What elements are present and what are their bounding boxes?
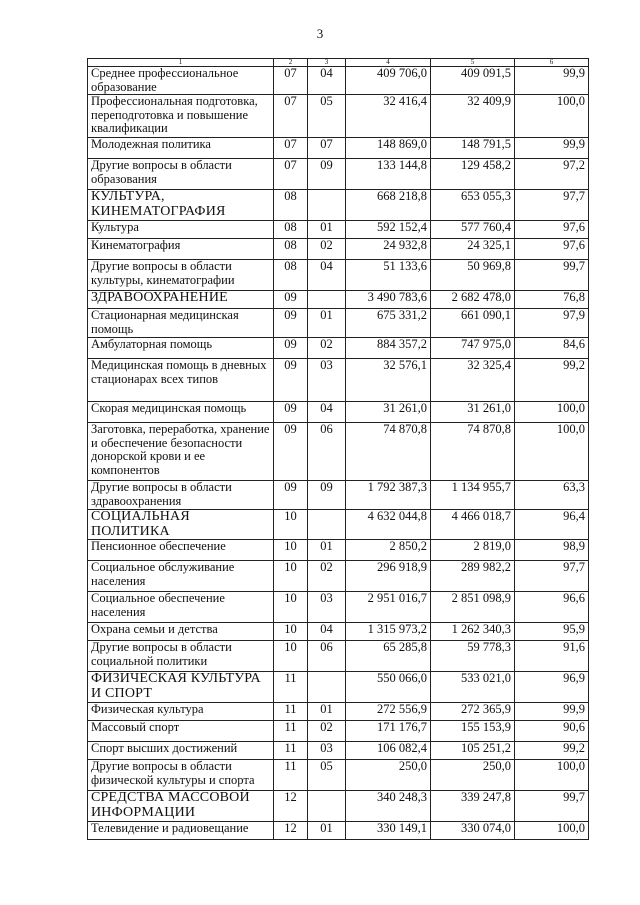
row-section-code: 10	[274, 540, 308, 561]
row-value-col4: 272 556,9	[346, 703, 431, 721]
column-number: 1	[88, 59, 274, 67]
row-value-col5: 24 325,1	[431, 239, 515, 260]
row-subsection-code	[308, 510, 346, 540]
row-value-col5: 409 091,5	[431, 67, 515, 95]
row-subsection-code: 04	[308, 67, 346, 95]
row-subsection-code	[308, 190, 346, 221]
page-number: 3	[316, 26, 324, 41]
row-value-col4: 1 792 387,3	[346, 481, 431, 510]
row-percent-col6: 96,6	[515, 592, 589, 623]
row-subsection-code: 03	[308, 592, 346, 623]
row-subsection-code: 01	[308, 221, 346, 239]
row-name: КУЛЬТУРА, КИНЕМАТОГРАФИЯ	[88, 190, 274, 221]
row-value-col4: 668 218,8	[346, 190, 431, 221]
row-subsection-code: 06	[308, 423, 346, 481]
row-name: Телевидение и радиовещание	[88, 822, 274, 840]
table-row	[88, 641, 589, 672]
row-subsection-code	[308, 291, 346, 309]
row-subsection-code: 06	[308, 641, 346, 672]
row-percent-col6: 97,6	[515, 239, 589, 260]
row-subsection-code: 04	[308, 623, 346, 641]
row-section-code: 10	[274, 561, 308, 592]
row-value-col5: 533 021,0	[431, 672, 515, 703]
row-value-col5: 289 982,2	[431, 561, 515, 592]
row-section-code: 09	[274, 338, 308, 359]
row-section-code: 09	[274, 402, 308, 423]
row-percent-col6: 84,6	[515, 338, 589, 359]
row-section-code: 08	[274, 260, 308, 291]
section-row	[88, 791, 589, 822]
row-name: Массовый спорт	[88, 721, 274, 742]
row-value-col5: 4 466 018,7	[431, 510, 515, 540]
row-value-col4: 2 850,2	[346, 540, 431, 561]
row-name: Культура	[88, 221, 274, 239]
table-row	[88, 338, 589, 359]
table-row	[88, 309, 589, 338]
row-subsection-code: 05	[308, 760, 346, 791]
row-value-col4: 409 706,0	[346, 67, 431, 95]
row-name: Кинематография	[88, 239, 274, 260]
row-value-col4: 3 490 783,6	[346, 291, 431, 309]
row-subsection-code: 01	[308, 822, 346, 840]
row-percent-col6: 99,7	[515, 791, 589, 822]
row-value-col4: 330 149,1	[346, 822, 431, 840]
row-name: СОЦИАЛЬНАЯ ПОЛИТИКА	[88, 510, 274, 540]
table-row	[88, 481, 589, 510]
row-value-col5: 661 090,1	[431, 309, 515, 338]
table-row	[88, 721, 589, 742]
row-section-code: 10	[274, 592, 308, 623]
row-subsection-code: 01	[308, 703, 346, 721]
row-name: Другие вопросы в области физической культуры и спорта	[88, 760, 274, 791]
row-section-code: 11	[274, 742, 308, 760]
row-name: Социальное обслуживание населения	[88, 561, 274, 592]
row-value-col4: 32 576,1	[346, 359, 431, 402]
row-percent-col6: 99,7	[515, 260, 589, 291]
table-row	[88, 359, 589, 402]
row-name: Социальное обеспечение населения	[88, 592, 274, 623]
row-value-col4: 24 932,8	[346, 239, 431, 260]
section-row	[88, 291, 589, 309]
row-value-col5: 32 325,4	[431, 359, 515, 402]
row-value-col4: 250,0	[346, 760, 431, 791]
row-value-col4: 884 357,2	[346, 338, 431, 359]
row-percent-col6: 97,9	[515, 309, 589, 338]
table-body	[88, 67, 589, 840]
row-value-col4: 31 261,0	[346, 402, 431, 423]
row-percent-col6: 95,9	[515, 623, 589, 641]
section-row	[88, 190, 589, 221]
row-value-col5: 32 409,9	[431, 95, 515, 138]
row-subsection-code: 09	[308, 481, 346, 510]
row-percent-col6: 97,2	[515, 159, 589, 190]
row-value-col5: 1 134 955,7	[431, 481, 515, 510]
table-row	[88, 260, 589, 291]
row-name: ЗДРАВООХРАНЕНИЕ	[88, 291, 274, 309]
row-name: Профессиональная подготовка, переподготовка и повышение квалификации	[88, 95, 274, 138]
table-row	[88, 138, 589, 159]
column-number: 5	[431, 59, 515, 67]
table-row	[88, 760, 589, 791]
row-percent-col6: 63,3	[515, 481, 589, 510]
row-section-code: 10	[274, 623, 308, 641]
row-value-col5: 747 975,0	[431, 338, 515, 359]
row-subsection-code: 04	[308, 260, 346, 291]
row-section-code: 07	[274, 67, 308, 95]
row-subsection-code: 03	[308, 742, 346, 760]
row-value-col4: 32 416,4	[346, 95, 431, 138]
section-row	[88, 672, 589, 703]
row-subsection-code: 04	[308, 402, 346, 423]
row-value-col5: 129 458,2	[431, 159, 515, 190]
row-name: Другие вопросы в области здравоохранения	[88, 481, 274, 510]
row-value-col5: 330 074,0	[431, 822, 515, 840]
table-row	[88, 423, 589, 481]
row-percent-col6: 97,7	[515, 190, 589, 221]
table-row	[88, 221, 589, 239]
row-section-code: 09	[274, 359, 308, 402]
row-section-code: 11	[274, 672, 308, 703]
row-section-code: 12	[274, 791, 308, 822]
row-section-code: 09	[274, 423, 308, 481]
row-value-col5: 105 251,2	[431, 742, 515, 760]
row-percent-col6: 98,9	[515, 540, 589, 561]
row-value-col4: 2 951 016,7	[346, 592, 431, 623]
row-subsection-code: 03	[308, 359, 346, 402]
table-row	[88, 239, 589, 260]
row-percent-col6: 76,8	[515, 291, 589, 309]
row-value-col5: 2 682 478,0	[431, 291, 515, 309]
row-value-col4: 148 869,0	[346, 138, 431, 159]
column-number: 3	[308, 59, 346, 67]
row-subsection-code: 02	[308, 721, 346, 742]
row-percent-col6: 99,9	[515, 67, 589, 95]
row-section-code: 08	[274, 221, 308, 239]
row-section-code: 10	[274, 510, 308, 540]
row-value-col5: 31 261,0	[431, 402, 515, 423]
row-value-col4: 550 066,0	[346, 672, 431, 703]
row-section-code: 10	[274, 641, 308, 672]
row-name: Другие вопросы в области культуры, кинематографии	[88, 260, 274, 291]
budget-table	[87, 58, 589, 840]
table-row	[88, 742, 589, 760]
row-value-col4: 1 315 973,2	[346, 623, 431, 641]
row-value-col5: 74 870,8	[431, 423, 515, 481]
row-subsection-code: 01	[308, 540, 346, 561]
table-row	[88, 561, 589, 592]
row-value-col5: 272 365,9	[431, 703, 515, 721]
row-name: Скорая медицинская помощь	[88, 402, 274, 423]
row-subsection-code: 02	[308, 239, 346, 260]
column-number: 6	[515, 59, 589, 67]
column-number: 4	[346, 59, 431, 67]
table-row	[88, 95, 589, 138]
row-name: Заготовка, переработка, хранение и обеспечение безопасности донорской крови и ее компонентов	[88, 423, 274, 481]
row-name: Другие вопросы в области социальной политики	[88, 641, 274, 672]
table-row	[88, 592, 589, 623]
row-value-col5: 1 262 340,3	[431, 623, 515, 641]
section-row	[88, 510, 589, 540]
column-number: 2	[274, 59, 308, 67]
table-row	[88, 822, 589, 840]
row-percent-col6: 96,4	[515, 510, 589, 540]
row-section-code: 12	[274, 822, 308, 840]
row-section-code: 07	[274, 159, 308, 190]
row-name: Другие вопросы в области образования	[88, 159, 274, 190]
row-section-code: 11	[274, 760, 308, 791]
row-name: ФИЗИЧЕСКАЯ КУЛЬТУРА И СПОРТ	[88, 672, 274, 703]
row-percent-col6: 100,0	[515, 95, 589, 138]
row-name: Медицинская помощь в дневных стационарах всех типов	[88, 359, 274, 402]
row-value-col5: 50 969,8	[431, 260, 515, 291]
table-row	[88, 159, 589, 190]
row-percent-col6: 90,6	[515, 721, 589, 742]
row-percent-col6: 96,9	[515, 672, 589, 703]
table-row	[88, 67, 589, 95]
row-section-code: 11	[274, 721, 308, 742]
row-name: Спорт высших достижений	[88, 742, 274, 760]
row-percent-col6: 91,6	[515, 641, 589, 672]
row-value-col4: 4 632 044,8	[346, 510, 431, 540]
row-value-col5: 653 055,3	[431, 190, 515, 221]
row-section-code: 07	[274, 95, 308, 138]
row-value-col5: 2 851 098,9	[431, 592, 515, 623]
row-percent-col6: 97,7	[515, 561, 589, 592]
row-name: Физическая культура	[88, 703, 274, 721]
row-name: Стационарная медицинская помощь	[88, 309, 274, 338]
row-subsection-code: 07	[308, 138, 346, 159]
table-row	[88, 402, 589, 423]
row-subsection-code: 05	[308, 95, 346, 138]
row-subsection-code	[308, 791, 346, 822]
row-value-col5: 2 819,0	[431, 540, 515, 561]
row-value-col5: 339 247,8	[431, 791, 515, 822]
row-value-col5: 148 791,5	[431, 138, 515, 159]
row-value-col4: 171 176,7	[346, 721, 431, 742]
row-section-code: 11	[274, 703, 308, 721]
row-name: Молодежная политика	[88, 138, 274, 159]
row-value-col4: 51 133,6	[346, 260, 431, 291]
row-value-col4: 106 082,4	[346, 742, 431, 760]
row-section-code: 07	[274, 138, 308, 159]
row-subsection-code: 02	[308, 338, 346, 359]
row-percent-col6: 100,0	[515, 760, 589, 791]
row-subsection-code: 02	[308, 561, 346, 592]
row-name: Пенсионное обеспечение	[88, 540, 274, 561]
row-value-col5: 59 778,3	[431, 641, 515, 672]
row-value-col5: 155 153,9	[431, 721, 515, 742]
row-percent-col6: 97,6	[515, 221, 589, 239]
row-percent-col6: 100,0	[515, 423, 589, 481]
row-value-col4: 340 248,3	[346, 791, 431, 822]
row-percent-col6: 99,9	[515, 138, 589, 159]
row-subsection-code: 09	[308, 159, 346, 190]
row-name: СРЕДСТВА МАССОВОЙ ИНФОРМАЦИИ	[88, 791, 274, 822]
row-value-col5: 577 760,4	[431, 221, 515, 239]
row-value-col4: 74 870,8	[346, 423, 431, 481]
row-percent-col6: 100,0	[515, 822, 589, 840]
row-section-code: 09	[274, 291, 308, 309]
row-value-col4: 65 285,8	[346, 641, 431, 672]
row-value-col4: 592 152,4	[346, 221, 431, 239]
row-section-code: 08	[274, 239, 308, 260]
table-row	[88, 703, 589, 721]
row-percent-col6: 99,2	[515, 742, 589, 760]
row-section-code: 09	[274, 309, 308, 338]
table-row	[88, 540, 589, 561]
row-percent-col6: 100,0	[515, 402, 589, 423]
table-row	[88, 623, 589, 641]
row-section-code: 09	[274, 481, 308, 510]
row-subsection-code	[308, 672, 346, 703]
row-percent-col6: 99,9	[515, 703, 589, 721]
row-percent-col6: 99,2	[515, 359, 589, 402]
row-subsection-code: 01	[308, 309, 346, 338]
row-name: Амбулаторная помощь	[88, 338, 274, 359]
row-name: Среднее профессиональное образование	[88, 67, 274, 95]
row-value-col4: 675 331,2	[346, 309, 431, 338]
row-name: Охрана семьи и детства	[88, 623, 274, 641]
row-section-code: 08	[274, 190, 308, 221]
row-value-col5: 250,0	[431, 760, 515, 791]
row-value-col4: 296 918,9	[346, 561, 431, 592]
row-value-col4: 133 144,8	[346, 159, 431, 190]
